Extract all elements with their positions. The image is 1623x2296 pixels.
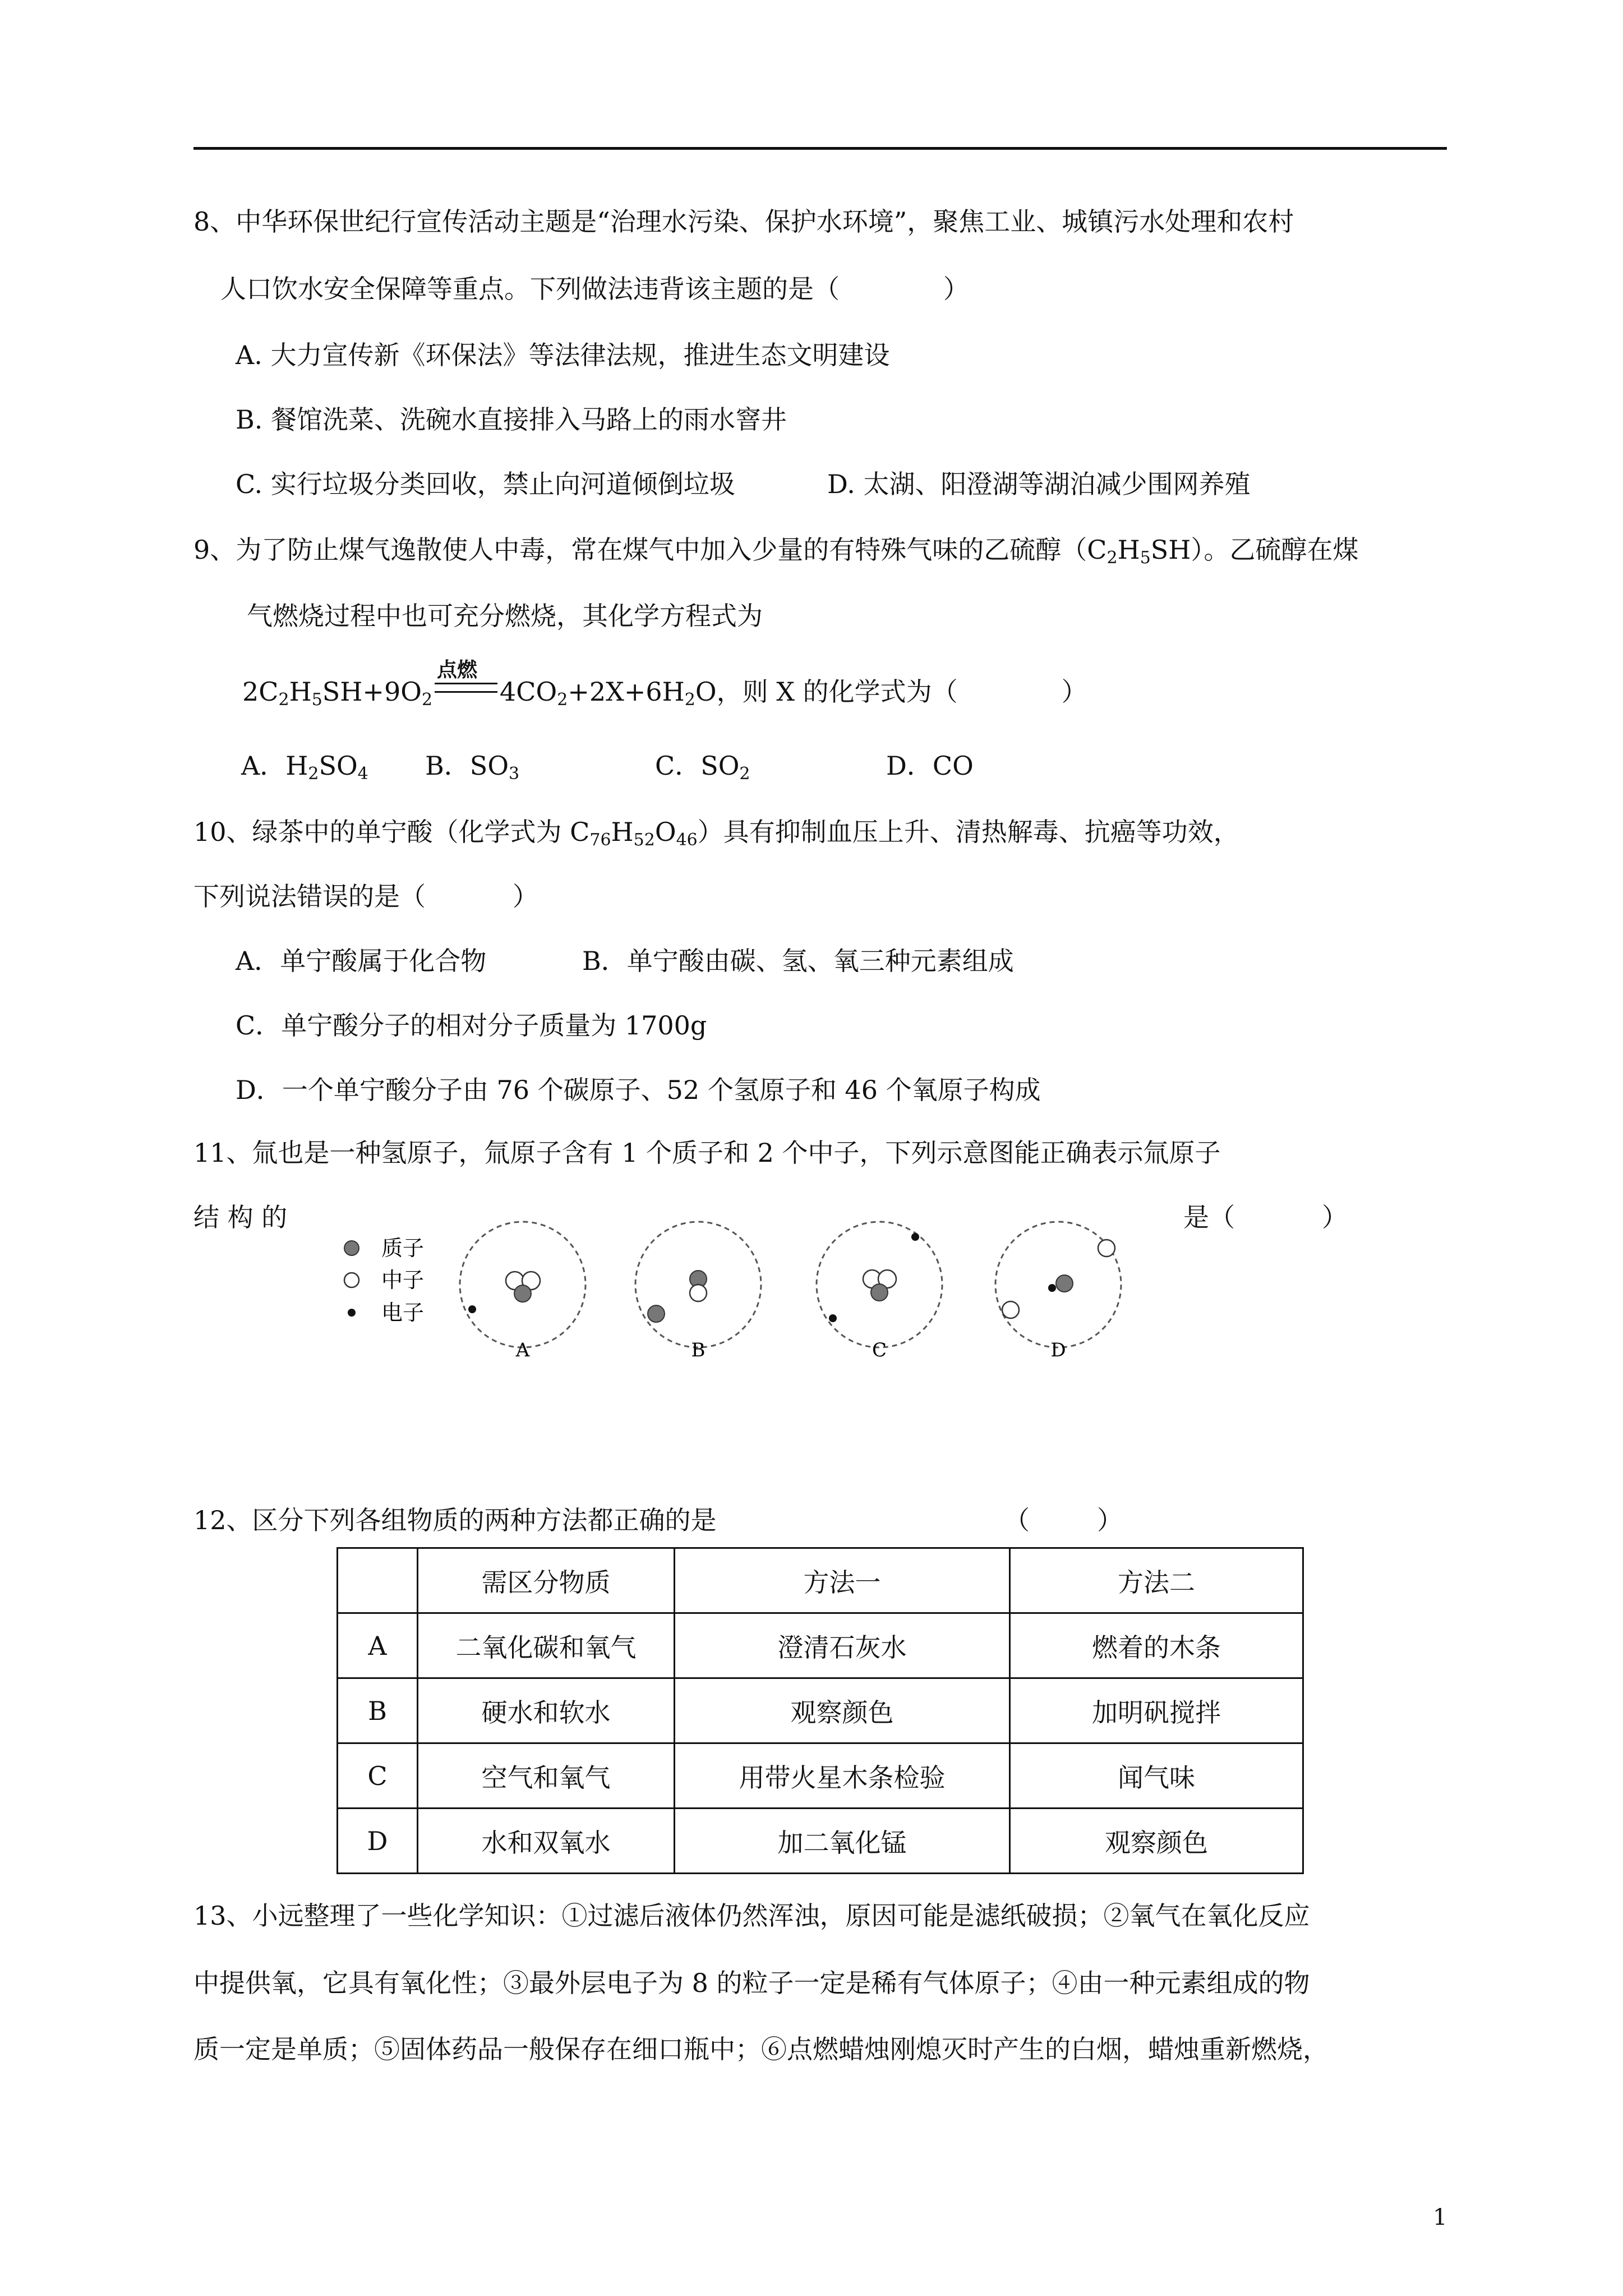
table-cell: 硬水和软水: [418, 1678, 675, 1743]
table-cell: 加明矾搅拌: [1010, 1678, 1303, 1743]
q9-option-c: C．$SO_2$: [655, 751, 750, 784]
atom-c-electron: [829, 1314, 837, 1322]
q12-line1: 12、区分下列各组物质的两种方法都正确的是: [193, 1505, 717, 1535]
q8-option-a: A. 大力宣传新《环保法》等法律法规，推进生态文明建设: [236, 340, 890, 370]
atom-c-proton: [871, 1284, 888, 1301]
q10-option-a: A．单宁酸属于化合物: [236, 946, 487, 976]
table-header-cell: [338, 1548, 418, 1613]
q9-option-d: D．CO: [886, 751, 974, 781]
atom-c-electron: [911, 1233, 919, 1241]
atom-d-label: D: [1050, 1339, 1066, 1361]
table-cell: 闻气味: [1010, 1743, 1303, 1809]
q11-line2-end: 是（ ）: [1183, 1202, 1348, 1232]
table-cell: 水和双氧水: [418, 1809, 675, 1874]
table-cell: B: [338, 1678, 418, 1743]
table-cell: 观察颜色: [1010, 1809, 1303, 1874]
table-cell: C: [338, 1743, 418, 1809]
q8-option-c: C. 实行垃圾分类回收，禁止向河道倾倒垃圾: [236, 469, 735, 499]
table-cell: 澄清石灰水: [675, 1613, 1010, 1678]
q9-option-a: A．$H_2SO_4$: [241, 751, 368, 784]
atom-b-label: B: [691, 1339, 706, 1361]
q11-line1: 11、氚也是一种氢原子，氚原子含有 1 个质子和 2 个中子，下列示意图能正确表示氚原子: [193, 1138, 1221, 1168]
q10-option-d: D．一个单宁酸分子由 76 个碳原子、52 个氢原子和 46 个氧原子构成: [236, 1075, 1041, 1105]
table-header-cell: 需区分物质: [418, 1548, 675, 1613]
q13-line2: 中提供氧，它具有氧化性；③最外层电子为 8 的粒子一定是稀有气体原子；④由一种元素组成的物: [193, 1968, 1310, 1998]
q8-line1: 8、中华环保世纪行宣传活动主题是“治理水污染、保护水环境”，聚焦工业、城镇污水处理和农村: [193, 206, 1294, 237]
q11-line2-start: 结 构 的: [193, 1202, 288, 1232]
atom-b-neutron: [690, 1285, 707, 1301]
table-row: [338, 1678, 1303, 1743]
table-row: [338, 1809, 1303, 1874]
q9-line2: 气燃烧过程中也可充分燃烧，其化学方程式为: [247, 601, 763, 631]
table-cell: 二氧化碳和氧气: [418, 1613, 675, 1678]
q8-option-b: B. 餐馆洗菜、洗碗水直接排入马路上的雨水窨井: [236, 404, 787, 435]
atom-b: [635, 1222, 761, 1361]
table-header-cell: 方法二: [1010, 1548, 1303, 1613]
atom-b-proton: [648, 1305, 665, 1322]
q8-line2: 人口饮水安全保障等重点。下列做法违背该主题的是（ ）: [220, 274, 969, 304]
proton-legend-icon: [344, 1241, 359, 1255]
q13-line1: 13、小远整理了一些化学知识：①过滤后液体仍然浑浊，原因可能是滤纸破损；②氧气在氧化反应: [193, 1901, 1310, 1931]
atom-d-neutron: [1002, 1301, 1019, 1318]
atom-a: [460, 1222, 585, 1361]
table-cell: D: [338, 1809, 418, 1874]
atom-diagram: [325, 1217, 1166, 1374]
table-row: [338, 1613, 1303, 1678]
comparison-table: [336, 1547, 1304, 1874]
table-cell: A: [338, 1613, 418, 1678]
legend-neutron: 中子: [381, 1268, 425, 1292]
atom-c-label: C: [872, 1339, 887, 1361]
q10-option-c: C．单宁酸分子的相对分子质量为 1700g: [236, 1010, 707, 1041]
table-cell: 观察颜色: [675, 1678, 1010, 1743]
q10-line2: 下列说法错误的是（ ）: [193, 881, 538, 912]
atom-d-electron: [1048, 1284, 1056, 1292]
q10-line1: 10、绿茶中的单宁酸（化学式为 $C_{76}H_{52}O_{46}$）具有抑制血压上升、清热解毒、抗癌等功效，: [193, 817, 1239, 850]
table-header-row: [338, 1548, 1303, 1613]
table-row: [338, 1743, 1303, 1809]
legend-electron: 电子: [381, 1300, 425, 1325]
header-rule: [193, 147, 1447, 150]
q12-paren: （ ）: [1004, 1505, 1123, 1535]
atom-c: [817, 1222, 942, 1361]
q10-option-b: B．单宁酸由碳、氢、氧三种元素组成: [582, 946, 1014, 976]
atom-d-neutron: [1098, 1240, 1115, 1257]
q13-line3: 质一定是单质；⑤固体药品一般保存在细口瓶中；⑥点燃蜡烛刚熄灭时产生的白烟，蜡烛重新燃烧，: [193, 2034, 1329, 2064]
q9-equation: $2C_2H_5SH+9O_2$ 点燃 $4CO_2+2X+6H_2O$，则 X 的化学式为（ ）: [242, 659, 1087, 710]
table-cell: 用带火星木条检验: [675, 1743, 1010, 1809]
legend: [344, 1236, 424, 1325]
reaction-condition: 点燃: [432, 675, 500, 708]
legend-proton: 质子: [381, 1236, 425, 1260]
atom-a-electron: [468, 1305, 476, 1313]
table-cell: 加二氧化锰: [675, 1809, 1010, 1874]
q8-option-d: D. 太湖、阳澄湖等湖泊减少围网养殖: [827, 469, 1251, 499]
table-header-cell: 方法一: [675, 1548, 1010, 1613]
atom-a-proton: [514, 1285, 531, 1302]
table-cell: 空气和氧气: [418, 1743, 675, 1809]
table-cell: 燃着的木条: [1010, 1613, 1303, 1678]
atom-d: [995, 1222, 1121, 1361]
q9-line1: 9、为了防止煤气逸散使人中毒，常在煤气中加入少量的有特殊气味的乙硫醇$(C_2H_5SH)$。乙硫醇在煤: [193, 535, 1359, 568]
atom-a-label: A: [515, 1339, 530, 1361]
q9-option-b: B．$SO_3$: [425, 751, 520, 784]
electron-legend-icon: [348, 1309, 356, 1317]
neutron-legend-icon: [344, 1273, 359, 1287]
atom-d-proton: [1056, 1275, 1073, 1292]
page-number: 1: [1433, 2205, 1447, 2230]
